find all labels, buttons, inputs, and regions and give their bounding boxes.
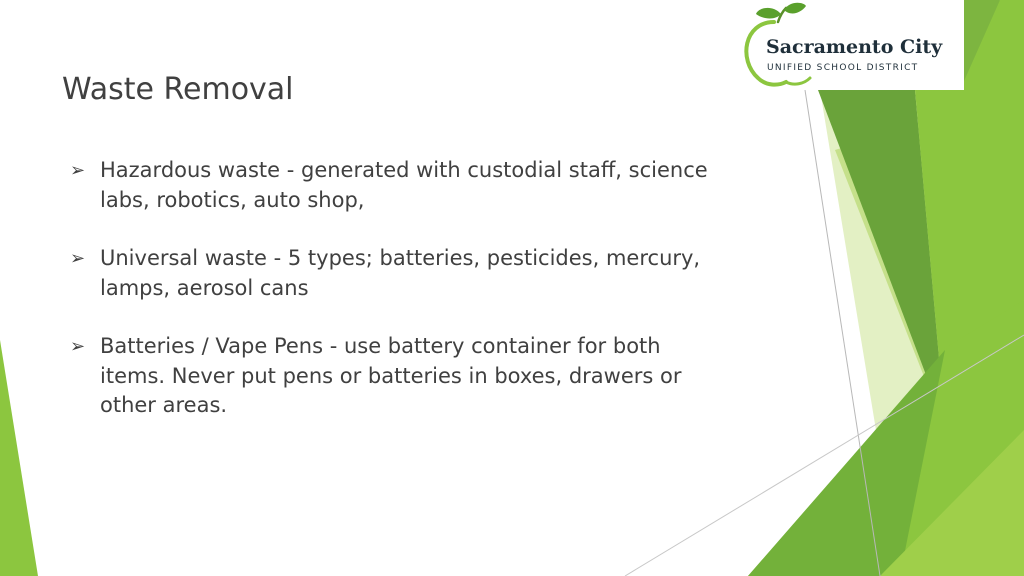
bullet-item-hazardous-waste: [70, 156, 730, 215]
bullet-text: Universal waste - 5 types; batteries, pesticides, mercury, lamps, aerosol cans: [100, 246, 701, 300]
bullet-item-universal-waste: [70, 244, 730, 303]
district-logo: [734, 0, 964, 90]
bullet-list: [70, 156, 730, 450]
logo-name: Sacramento City: [766, 36, 943, 58]
bullet-item-batteries-vape-pens: [70, 332, 730, 421]
bullet-text: Batteries / Vape Pens - use battery container for both items. Never put pens or batteries in boxes, drawers or other areas.: [100, 334, 682, 417]
arrow-bullet-icon: ➢: [70, 160, 86, 181]
bullet-text: Hazardous waste - generated with custodial staff, science labs, robotics, auto shop,: [100, 158, 708, 212]
arrow-bullet-icon: ➢: [70, 248, 86, 269]
slide-title: Waste Removal: [62, 72, 294, 108]
logo-subtitle: UNIFIED SCHOOL DISTRICT: [767, 63, 919, 73]
arrow-bullet-icon: ➢: [70, 336, 86, 357]
left-green-sliver: [0, 340, 38, 576]
